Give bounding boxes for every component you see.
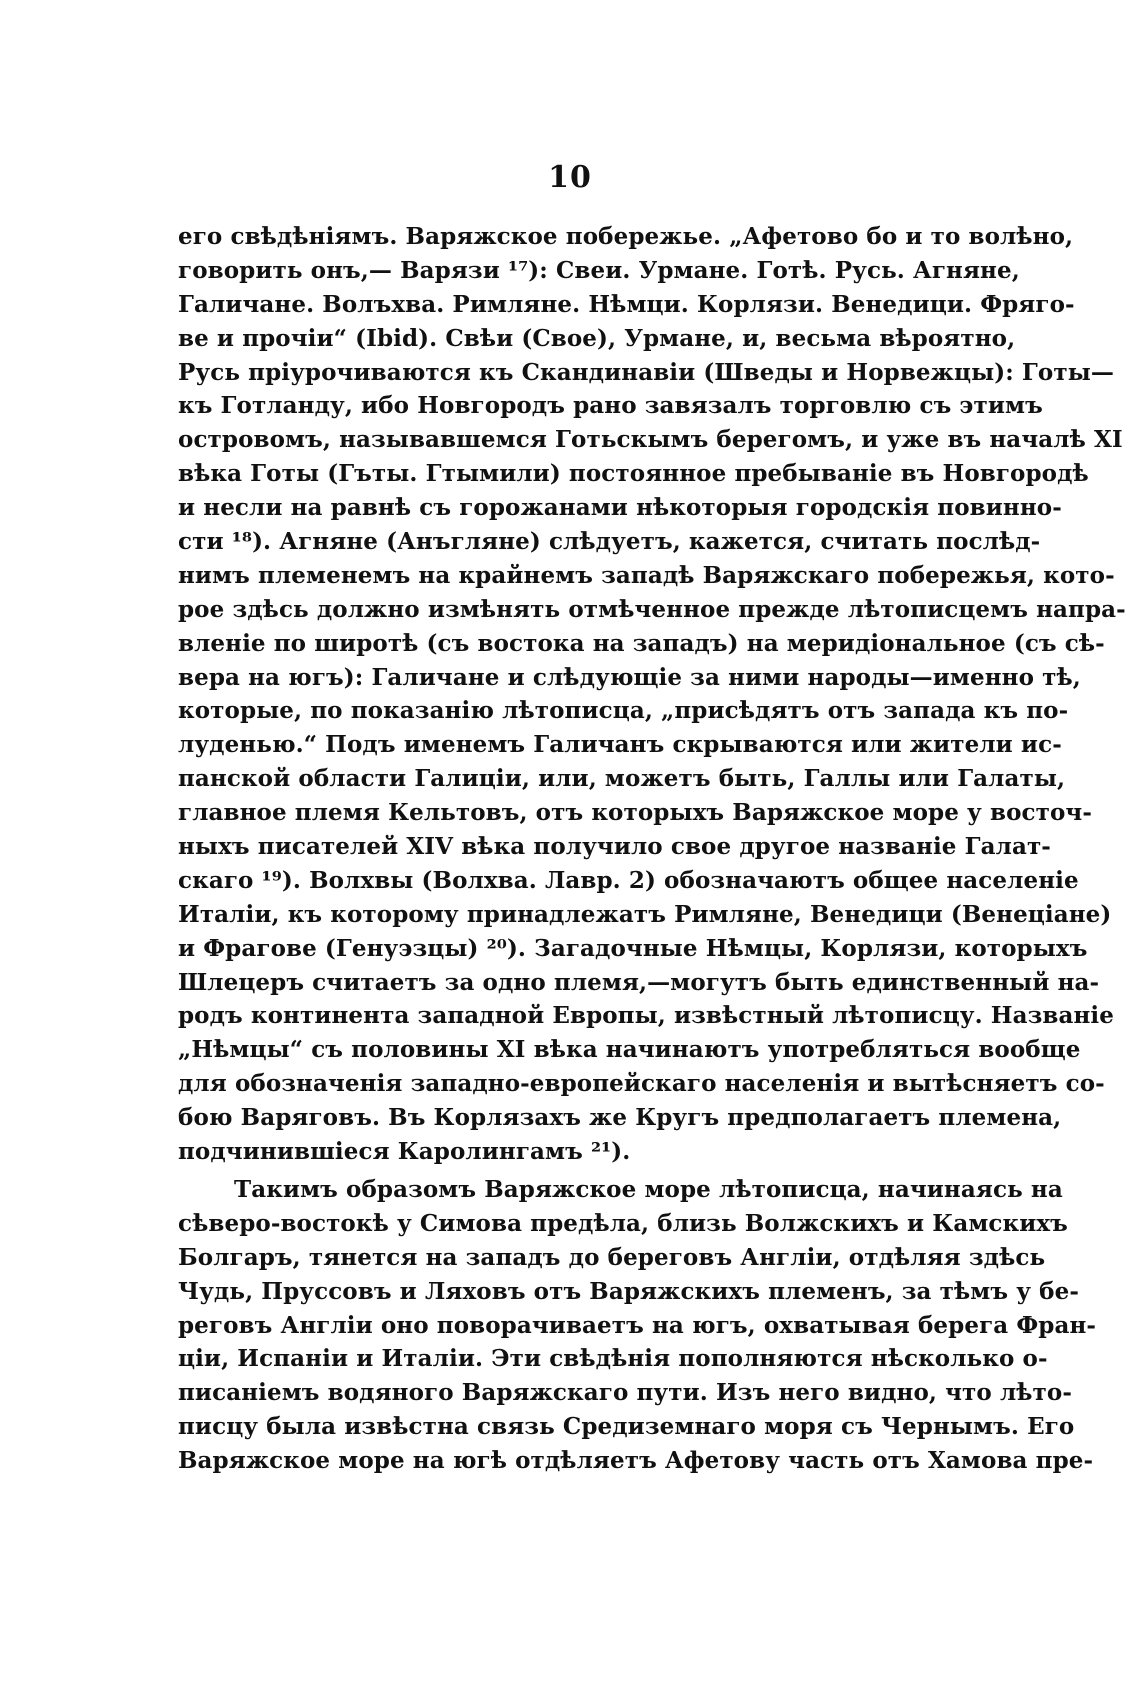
text-line: Италіи, къ которому принадлежатъ Римляне, Венедици (Венеціане)	[178, 900, 1112, 928]
text-line: рое здѣсь должно измѣнять отмѣченное прежде лѣтописцемъ напра-	[178, 595, 1126, 623]
text-line: Чудь, Пруссовъ и Ляховъ отъ Варяжскихъ племенъ, за тѣмъ у бе-	[178, 1277, 1079, 1305]
text-line: Галичане. Волъхва. Римляне. Нѣмци. Корлязи. Венедици. Фряго-	[178, 290, 1075, 318]
text-line: сѣверо-востокѣ у Симова предѣла, близь Волжскихъ и Камскихъ	[178, 1209, 1068, 1237]
text-line: родъ континента западной Европы, извѣстный лѣтописцу. Названіе	[178, 1002, 1115, 1030]
text-line: луденью.“ Подъ именемъ Галичанъ скрываются или жители ис-	[178, 731, 1062, 759]
text-line: его свѣдѣніямъ. Варяжское побережье. „Афетово бо и то волѣно,	[178, 223, 1074, 250]
text-line: „Нѣмцы“ съ половины XI вѣка начинаютъ употребляться вообще	[178, 1036, 1081, 1064]
text-line: писаніемъ водяного Варяжскаго пути. Изъ него видно, что лѣто-	[178, 1379, 1072, 1407]
text-line: островомъ, называвшемся Готьскымъ берегомъ, и уже въ началѣ XI	[178, 426, 1123, 454]
text-line: главное племя Кельтовъ, отъ которыхъ Варяжское море у восточ-	[178, 799, 1092, 827]
text-line: Такимъ образомъ Варяжское море лѣтописца, начинаясь на	[234, 1175, 1063, 1203]
text-line: Русь пріурочиваются къ Скандинавіи (Шведы и Норвежцы): Готы—	[178, 358, 1114, 386]
text-line: писцу была извѣстна связь Средиземнаго моря съ Чернымъ. Его	[178, 1413, 1075, 1441]
text-line: панской области Галиціи, или, можетъ быть, Галлы или Галаты,	[178, 765, 1066, 793]
text-line: ныхъ писателей XIV вѣка получило свое другое названіе Галат-	[178, 833, 1051, 861]
text-line: и несли на равнѣ съ горожанами нѣкоторыя городскія повинно-	[178, 494, 1062, 522]
text-line: Болгаръ, тянется на западъ до береговъ Англіи, отдѣляя здѣсь	[178, 1243, 1046, 1271]
text-line: реговъ Англіи оно поворачиваетъ на югъ, охватывая берега Фран-	[178, 1311, 1097, 1339]
text-line: ціи, Испаніи и Италіи. Эти свѣдѣнія пополняются нѣсколько о-	[178, 1345, 1048, 1373]
text-line: ве и прочіи“ (Ibid). Свѣи (Свое), Урмане, и, весьма вѣроятно,	[178, 324, 1016, 352]
text-line: подчинившіеся Каролингамъ ²¹).	[178, 1138, 631, 1166]
body-text	[178, 220, 1126, 1478]
text-line: къ Готланду, ибо Новгородъ рано завязалъ торговлю съ этимъ	[178, 392, 1043, 420]
text-line: для обозначенія западно-европейскаго населенія и вытѣсняетъ со-	[178, 1070, 1105, 1098]
text-line: вѣка Готы (Гъты. Гтымили) постоянное пребываніе въ Новгородѣ	[178, 460, 1089, 488]
text-line: Шлецеръ считаетъ за одно племя,—могутъ быть единственный на-	[178, 968, 1100, 996]
text-line: вленіе по широтѣ (съ востока на западъ) на меридіональное (съ сѣ-	[178, 629, 1105, 657]
page-number: 10	[548, 160, 592, 195]
text-line: скаго ¹⁹). Волхвы (Волхва. Лавр. 2) обозначаютъ общее населеніе	[178, 866, 1079, 894]
text-line: Варяжское море на югѣ отдѣляетъ Афетову часть отъ Хамова пре-	[178, 1447, 1094, 1475]
text-line: бою Варяговъ. Въ Корлязахъ же Кругъ предполагаетъ племена,	[178, 1104, 1062, 1132]
text-line: нимъ племенемъ на крайнемъ западѣ Варяжскаго побережья, кото-	[178, 561, 1115, 589]
text-line: сти ¹⁸). Агняне (Анъгляне) слѣдуетъ, кажется, считать послѣд-	[178, 528, 1041, 556]
text-line: которые, по показанію лѣтописца, „присѣдятъ отъ запада къ по-	[178, 697, 1069, 725]
text-line: и Фрагове (Генуэзцы) ²⁰). Загадочные Нѣмцы, Корлязи, которыхъ	[178, 934, 1088, 962]
text-line: говорить онъ,— Варязи ¹⁷): Свеи. Урмане. Готѣ. Русь. Агняне,	[178, 256, 1020, 284]
text-line: вера на югъ): Галичане и слѣдующіе за ними народы—именно тѣ,	[178, 663, 1081, 691]
